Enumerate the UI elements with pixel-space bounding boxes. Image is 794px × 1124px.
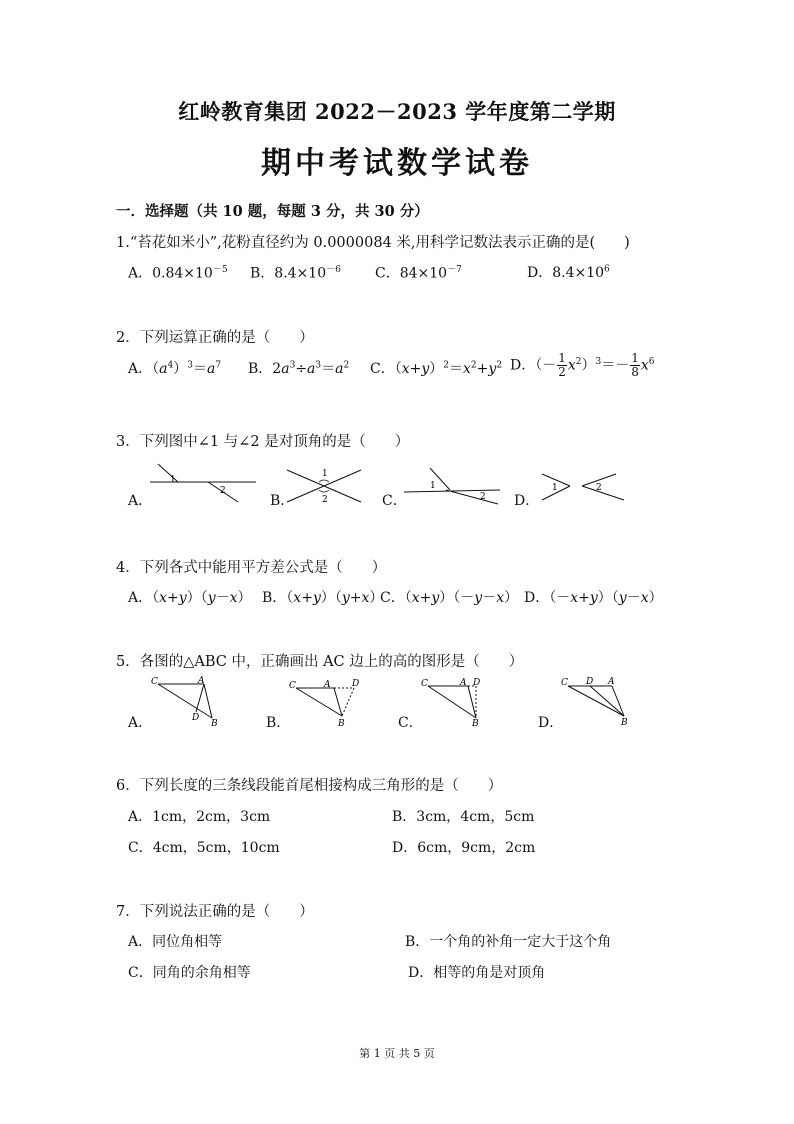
svg-text:B: B (621, 718, 628, 726)
q3-option-c: C． (382, 493, 407, 509)
q7-option-a: A．同位角相等 (128, 934, 223, 950)
q2-option-d: D．（－ $\frac{1}{2}$ $x^2)^3=-$ $\frac{1}{8}$ $x^6$ (510, 351, 655, 379)
q1-option-b: B．$8.4\times 10^{-6}$ (250, 265, 341, 282)
q7-option-b: B．一个角的补角一定大于这个角 (405, 934, 612, 950)
q4-stem: 4．下列各式中能用平方差公式是（ ） (116, 560, 387, 576)
angle-label-2: 2 (596, 483, 602, 493)
svg-text:D: D (473, 678, 481, 688)
q3-figure-a (148, 462, 258, 506)
q2-stem: 2．下列运算正确的是（ ） (116, 330, 314, 346)
q3-option-a: A． (128, 493, 153, 509)
q3-figure-c (402, 464, 502, 508)
page-footer: 第 1 页 共 5 页 (359, 1047, 435, 1060)
q6-option-a: A．1cm，2cm，3cm (128, 809, 271, 825)
q6-option-c: C．4cm，5cm，10cm (128, 840, 280, 856)
svg-text:B: B (472, 719, 479, 726)
svg-text:D: D (352, 679, 360, 689)
svg-text:A: A (460, 678, 467, 688)
q3-option-d: D． (514, 493, 540, 509)
q5-figure-b (286, 676, 366, 728)
q5-option-d: D． (538, 715, 564, 731)
q2-option-c: C．$(x+y)^2=x^2+y^2$ (370, 360, 503, 377)
q4-option-b: B．（x+y）（y+x） (262, 590, 384, 606)
svg-text:C: C (151, 677, 158, 687)
svg-text:A: A (198, 676, 205, 686)
angle-label-1: 1 (322, 469, 328, 479)
q6-option-b: B．3cm，4cm，5cm (392, 809, 535, 825)
section-heading: 一．选择题（共 10 题，每题 3 分，共 30 分） (116, 203, 429, 220)
q3-figure-b (285, 466, 365, 506)
q7-option-d: D．相等的角是对顶角 (408, 965, 546, 981)
angle-label-1: 1 (170, 475, 176, 485)
svg-text:A: A (608, 677, 615, 687)
svg-text:D: D (192, 713, 200, 723)
svg-text:B: B (211, 719, 218, 726)
angle-label-1: 1 (430, 481, 436, 491)
angle-label-2: 2 (220, 486, 226, 496)
svg-text:C: C (421, 679, 428, 689)
q7-option-c: C．同角的余角相等 (128, 965, 251, 981)
q5-figure-a (148, 674, 224, 726)
q5-stem: 5．各图的△ABC 中，正确画出 AC 边上的高的图形是（ ） (116, 654, 524, 670)
q6-stem: 6．下列长度的三条线段能首尾相接构成三角形的是（ ） (116, 778, 503, 794)
q1-option-a: A．$0.84\times 10^{-5}$ (128, 265, 228, 282)
angle-label-1: 1 (552, 483, 558, 493)
q6-option-d: D．6cm，9cm，2cm (392, 840, 536, 856)
angle-label-2: 2 (480, 492, 486, 502)
q4-option-d: D．（－x+y）（y－x） (524, 590, 663, 606)
angle-label-2: 2 (322, 495, 328, 505)
q5-option-b: B． (266, 715, 291, 731)
svg-text:A: A (324, 680, 331, 690)
q2-option-b: B．$2a^3\div a^3=a^2$ (248, 360, 350, 377)
q4-option-c: C．（x+y）（－y－x） (380, 590, 519, 606)
q4-option-a: A．（x+y）（y－x） (128, 590, 252, 606)
q3-stem: 3．下列图中∠1 与∠2 是对顶角的是（ ） (116, 434, 410, 450)
svg-text:C: C (289, 681, 296, 691)
exam-title: 期中考试数学试卷 (261, 146, 533, 181)
exam-school-title: 红岭教育集团 2022－2023 学年度第二学期 (178, 99, 616, 124)
q3-figure-d (538, 470, 630, 504)
q5-figure-c (418, 674, 492, 726)
q2-option-a: A．$(a^4)^3=a^7$ (128, 360, 222, 377)
svg-text:C: C (561, 678, 568, 688)
q5-figure-d (558, 674, 632, 726)
q1-option-d: D．$8.4\times 10^6$ (527, 264, 610, 281)
q7-stem: 7．下列说法正确的是（ ） (116, 904, 314, 920)
q3-option-b: B． (270, 493, 295, 509)
q1-stem: 1.“苔花如米小”,花粉直径约为 0.0000084 米,用科学记数法表示正确的是( ) (116, 235, 630, 251)
svg-text:D: D (586, 677, 594, 687)
svg-text:B: B (338, 719, 345, 728)
q5-option-c: C． (398, 715, 423, 731)
q5-option-a: A． (128, 715, 153, 731)
q1-option-c: C．$84\times 10^{-7}$ (375, 265, 462, 282)
